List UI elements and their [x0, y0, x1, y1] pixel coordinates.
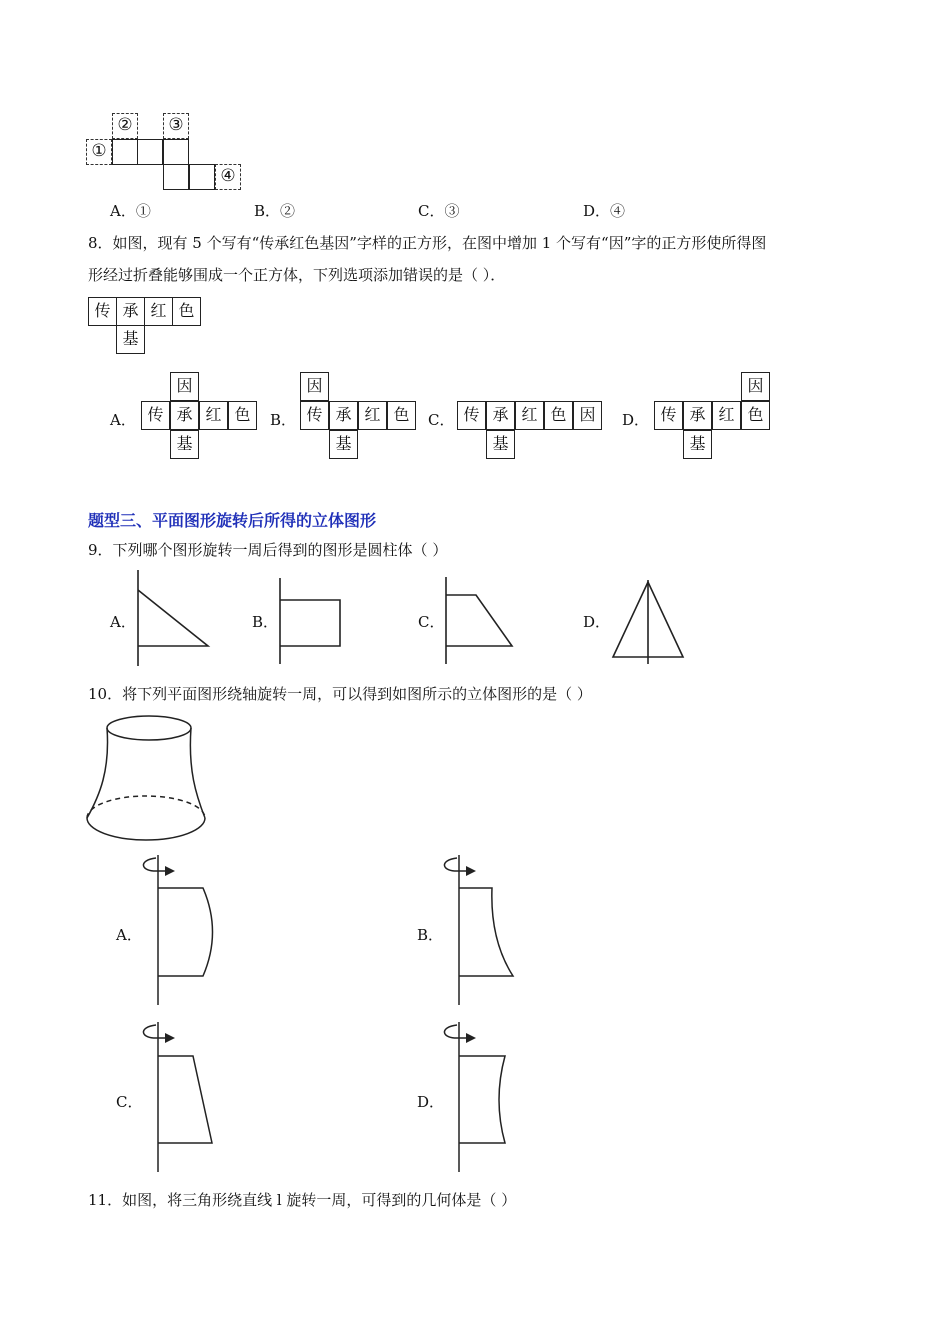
q10-option-b-label[interactable]: B．: [417, 926, 444, 944]
q9-option-b-label[interactable]: B．: [252, 613, 279, 631]
q8-cell: 承: [329, 401, 358, 430]
q10-solid-right-side: [190, 728, 205, 818]
q10-option-a-label[interactable]: A．: [116, 926, 142, 944]
q8-cell: 色: [228, 401, 257, 430]
q8-cell: 因: [573, 401, 602, 430]
q8-cell: 传: [654, 401, 683, 430]
q10-solid-bottom-front: [87, 818, 205, 840]
q10-d-rotation-arrow: [444, 1025, 469, 1038]
q8-option-d-label[interactable]: D．: [622, 411, 650, 429]
q8-cell: 红: [358, 401, 387, 430]
q7-option-b[interactable]: B．②: [254, 202, 296, 220]
q11-question: 11．如图，将三角形绕直线 l 旋转一周，可得到的几何体是（ ）: [88, 1191, 517, 1209]
q10-b-shape: [459, 888, 513, 976]
q8-cell: 传: [141, 401, 170, 430]
q8-cell: 色: [741, 401, 770, 430]
q7-dashed-cell-1: ①: [86, 139, 112, 165]
q8-cell: 传: [457, 401, 486, 430]
q8-cell: 红: [144, 297, 173, 326]
q8-cell: 承: [683, 401, 712, 430]
q9-option-d-label[interactable]: D．: [583, 613, 611, 631]
q10-solid-top: [107, 716, 191, 740]
q7-dashed-cell-3: ③: [163, 113, 189, 139]
q9-question: 9．下列哪个图形旋转一周后得到的图形是圆柱体（ ）: [88, 541, 448, 559]
q8-cell: 因: [170, 372, 199, 401]
q8-cell: 基: [683, 430, 712, 459]
q7-dashed-cell-4: ④: [215, 164, 241, 190]
q8-cell: 传: [88, 297, 117, 326]
q10-option-c-label[interactable]: C．: [116, 1093, 143, 1111]
q9-option-c-label[interactable]: C．: [418, 613, 445, 631]
q8-cell: 红: [199, 401, 228, 430]
q8-cell: 基: [329, 430, 358, 459]
q8-question-line1: 8．如图，现有 5 个写有“传承红色基因”字样的正方形，在图中增加 1 个写有“因”字的正方形使所得图: [88, 234, 767, 252]
q8-cell: 色: [172, 297, 201, 326]
q7-option-a[interactable]: A．①: [110, 202, 151, 220]
q8-cell: 基: [486, 430, 515, 459]
q8-cell: 色: [387, 401, 416, 430]
q8-cell: 红: [515, 401, 544, 430]
q10-a-rotation-arrow: [143, 858, 168, 871]
q10-question: 10．将下列平面图形绕轴旋转一周，可以得到如图所示的立体图形的是（ ）: [88, 685, 592, 703]
q9-option-a-label[interactable]: A．: [110, 613, 136, 631]
section-title: 题型三、平面图形旋转后所得的立体图形: [88, 511, 377, 530]
arrow-head-icon: [466, 866, 476, 876]
q8-cell: 传: [300, 401, 329, 430]
q8-cell: 基: [170, 430, 199, 459]
q7-dashed-cell-2: ②: [112, 113, 138, 139]
q8-option-a-label[interactable]: A．: [110, 411, 136, 429]
q10-a-shape: [158, 888, 213, 976]
q8-cell: 色: [544, 401, 573, 430]
q7-option-c[interactable]: C．③: [418, 202, 460, 220]
q8-cell: 基: [116, 325, 145, 354]
q7-option-d[interactable]: D．④: [583, 202, 626, 220]
q8-question-line2: 形经过折叠能够围成一个正方体，下列选项添加错误的是（ ）．: [88, 266, 506, 284]
q10-b-rotation-arrow: [444, 858, 469, 871]
arrow-head-icon: [165, 1033, 175, 1043]
q10-d-shape: [459, 1056, 505, 1143]
q8-cell: 承: [116, 297, 145, 326]
arrow-head-icon: [165, 866, 175, 876]
q10-solid-bottom-back: [87, 796, 205, 818]
q10-option-d-label[interactable]: D．: [417, 1093, 445, 1111]
q8-cell: 红: [712, 401, 741, 430]
q8-option-b-label[interactable]: B．: [270, 411, 297, 429]
q8-cell: 承: [486, 401, 515, 430]
q10-c-rotation-arrow: [143, 1025, 168, 1038]
q10-solid-left-side: [87, 728, 108, 818]
q8-option-c-label[interactable]: C．: [428, 411, 455, 429]
q8-cell: 因: [300, 372, 329, 401]
q10-c-shape: [158, 1056, 212, 1143]
arrow-head-icon: [466, 1033, 476, 1043]
q8-cell: 因: [741, 372, 770, 401]
q8-cell: 承: [170, 401, 199, 430]
